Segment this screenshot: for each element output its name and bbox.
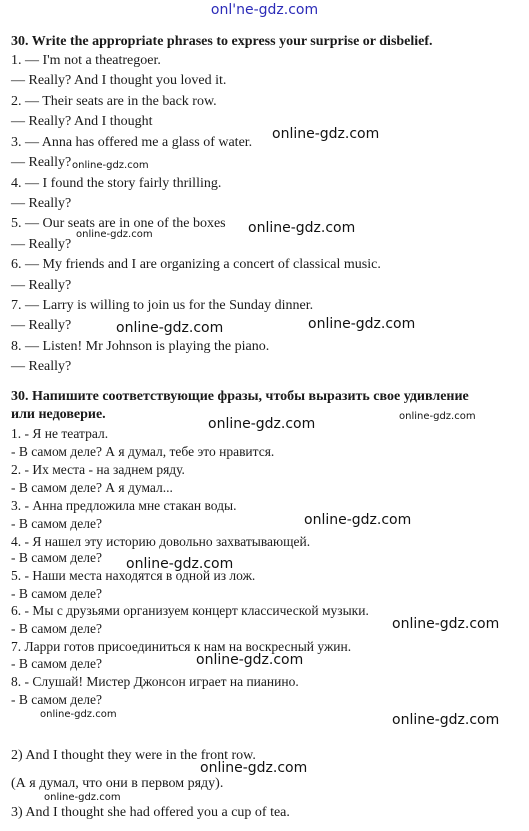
watermark-text: online-gdz.com: [392, 616, 500, 632]
answer-line: 3) And I thought she had offered you a cup of tea.: [11, 805, 290, 820]
russian-line: - В самом деле? А я думал...: [11, 480, 173, 495]
russian-line: 3. - Анна предложила мне стакан воды.: [11, 498, 237, 513]
watermark-text: online-gdz.com: [272, 126, 380, 142]
english-line: — Really?: [11, 359, 72, 374]
watermark-text: online-gdz.com: [304, 512, 412, 528]
russian-line: 4. - Я нашел эту историю довольно захватывающей.: [11, 534, 311, 549]
watermark-text: online-gdz.com: [399, 411, 476, 422]
answer-line: (А я думал, что они в первом ряду).: [11, 776, 224, 791]
russian-line: - В самом деле?: [11, 621, 102, 636]
russian-task-heading-line1: 30. Напишите соответствующие фразы, чтобы выразить свое удивление: [11, 389, 469, 404]
russian-task-heading-line2: или недоверие.: [11, 407, 106, 422]
watermark-text: online-gdz.com: [248, 220, 356, 236]
watermark-text: online-gdz.com: [200, 760, 308, 776]
english-line: 4. — I found the story fairly thrilling.: [11, 176, 222, 191]
russian-line: 5. - Наши места находятся в одной из лож.: [11, 568, 256, 583]
watermark-text: online-gdz.com: [392, 712, 500, 728]
site-header-watermark: onl'ne-gdz.com: [210, 2, 319, 18]
russian-line: - В самом деле? А я думал, тебе это нравится.: [11, 444, 275, 459]
answer-line: 2) And I thought they were in the front row.: [11, 748, 256, 763]
english-line: — Really? And I thought you loved it.: [11, 73, 227, 88]
english-line: 1. — I'm not a theatregoer.: [11, 53, 161, 68]
russian-line: 6. - Мы с друзьями организуем концерт классической музыки.: [11, 603, 369, 618]
russian-line: 1. - Я не театрал.: [11, 426, 109, 441]
russian-line: - В самом деле?: [11, 586, 102, 601]
watermark-text: online-gdz.com: [76, 229, 153, 240]
english-line: — Really?: [11, 278, 72, 293]
english-line: — Really?: [11, 155, 72, 170]
russian-line: - В самом деле?: [11, 516, 102, 531]
russian-line: - В самом деле?: [11, 692, 102, 707]
russian-line: - В самом деле?: [11, 656, 102, 671]
english-line: — Really? And I thought: [11, 114, 153, 129]
watermark-text: online-gdz.com: [196, 652, 304, 668]
english-task-heading: 30. Write the appropriate phrases to express your surprise or disbelief.: [11, 34, 433, 49]
watermark-text: online-gdz.com: [44, 792, 121, 803]
russian-line: 7. Ларри готов присоединиться к нам на воскресный ужин.: [11, 639, 352, 654]
english-line: — Really?: [11, 318, 72, 333]
english-line: — Really?: [11, 237, 72, 252]
english-line: 6. — My friends and I are organizing a concert of classical music.: [11, 257, 381, 272]
watermark-text: online-gdz.com: [126, 556, 234, 572]
english-line: 7. — Larry is willing to join us for the Sunday dinner.: [11, 298, 314, 313]
english-line: 2. — Their seats are in the back row.: [11, 94, 217, 109]
english-line: 3. — Anna has offered me a glass of water.: [11, 135, 253, 150]
english-line: — Really?: [11, 196, 72, 211]
watermark-text: online-gdz.com: [40, 709, 117, 720]
watermark-text: online-gdz.com: [308, 316, 416, 332]
russian-line: 8. - Слушай! Мистер Джонсон играет на пианино.: [11, 674, 299, 689]
watermark-text: online-gdz.com: [72, 160, 149, 171]
watermark-text: online-gdz.com: [208, 416, 316, 432]
english-line: 8. — Listen! Mr Johnson is playing the piano.: [11, 339, 270, 354]
russian-line: 2. - Их места - на заднем ряду.: [11, 462, 185, 477]
russian-line: - В самом деле?: [11, 550, 102, 565]
english-line: 5. — Our seats are in one of the boxes: [11, 216, 226, 231]
watermark-text: online-gdz.com: [116, 320, 224, 336]
